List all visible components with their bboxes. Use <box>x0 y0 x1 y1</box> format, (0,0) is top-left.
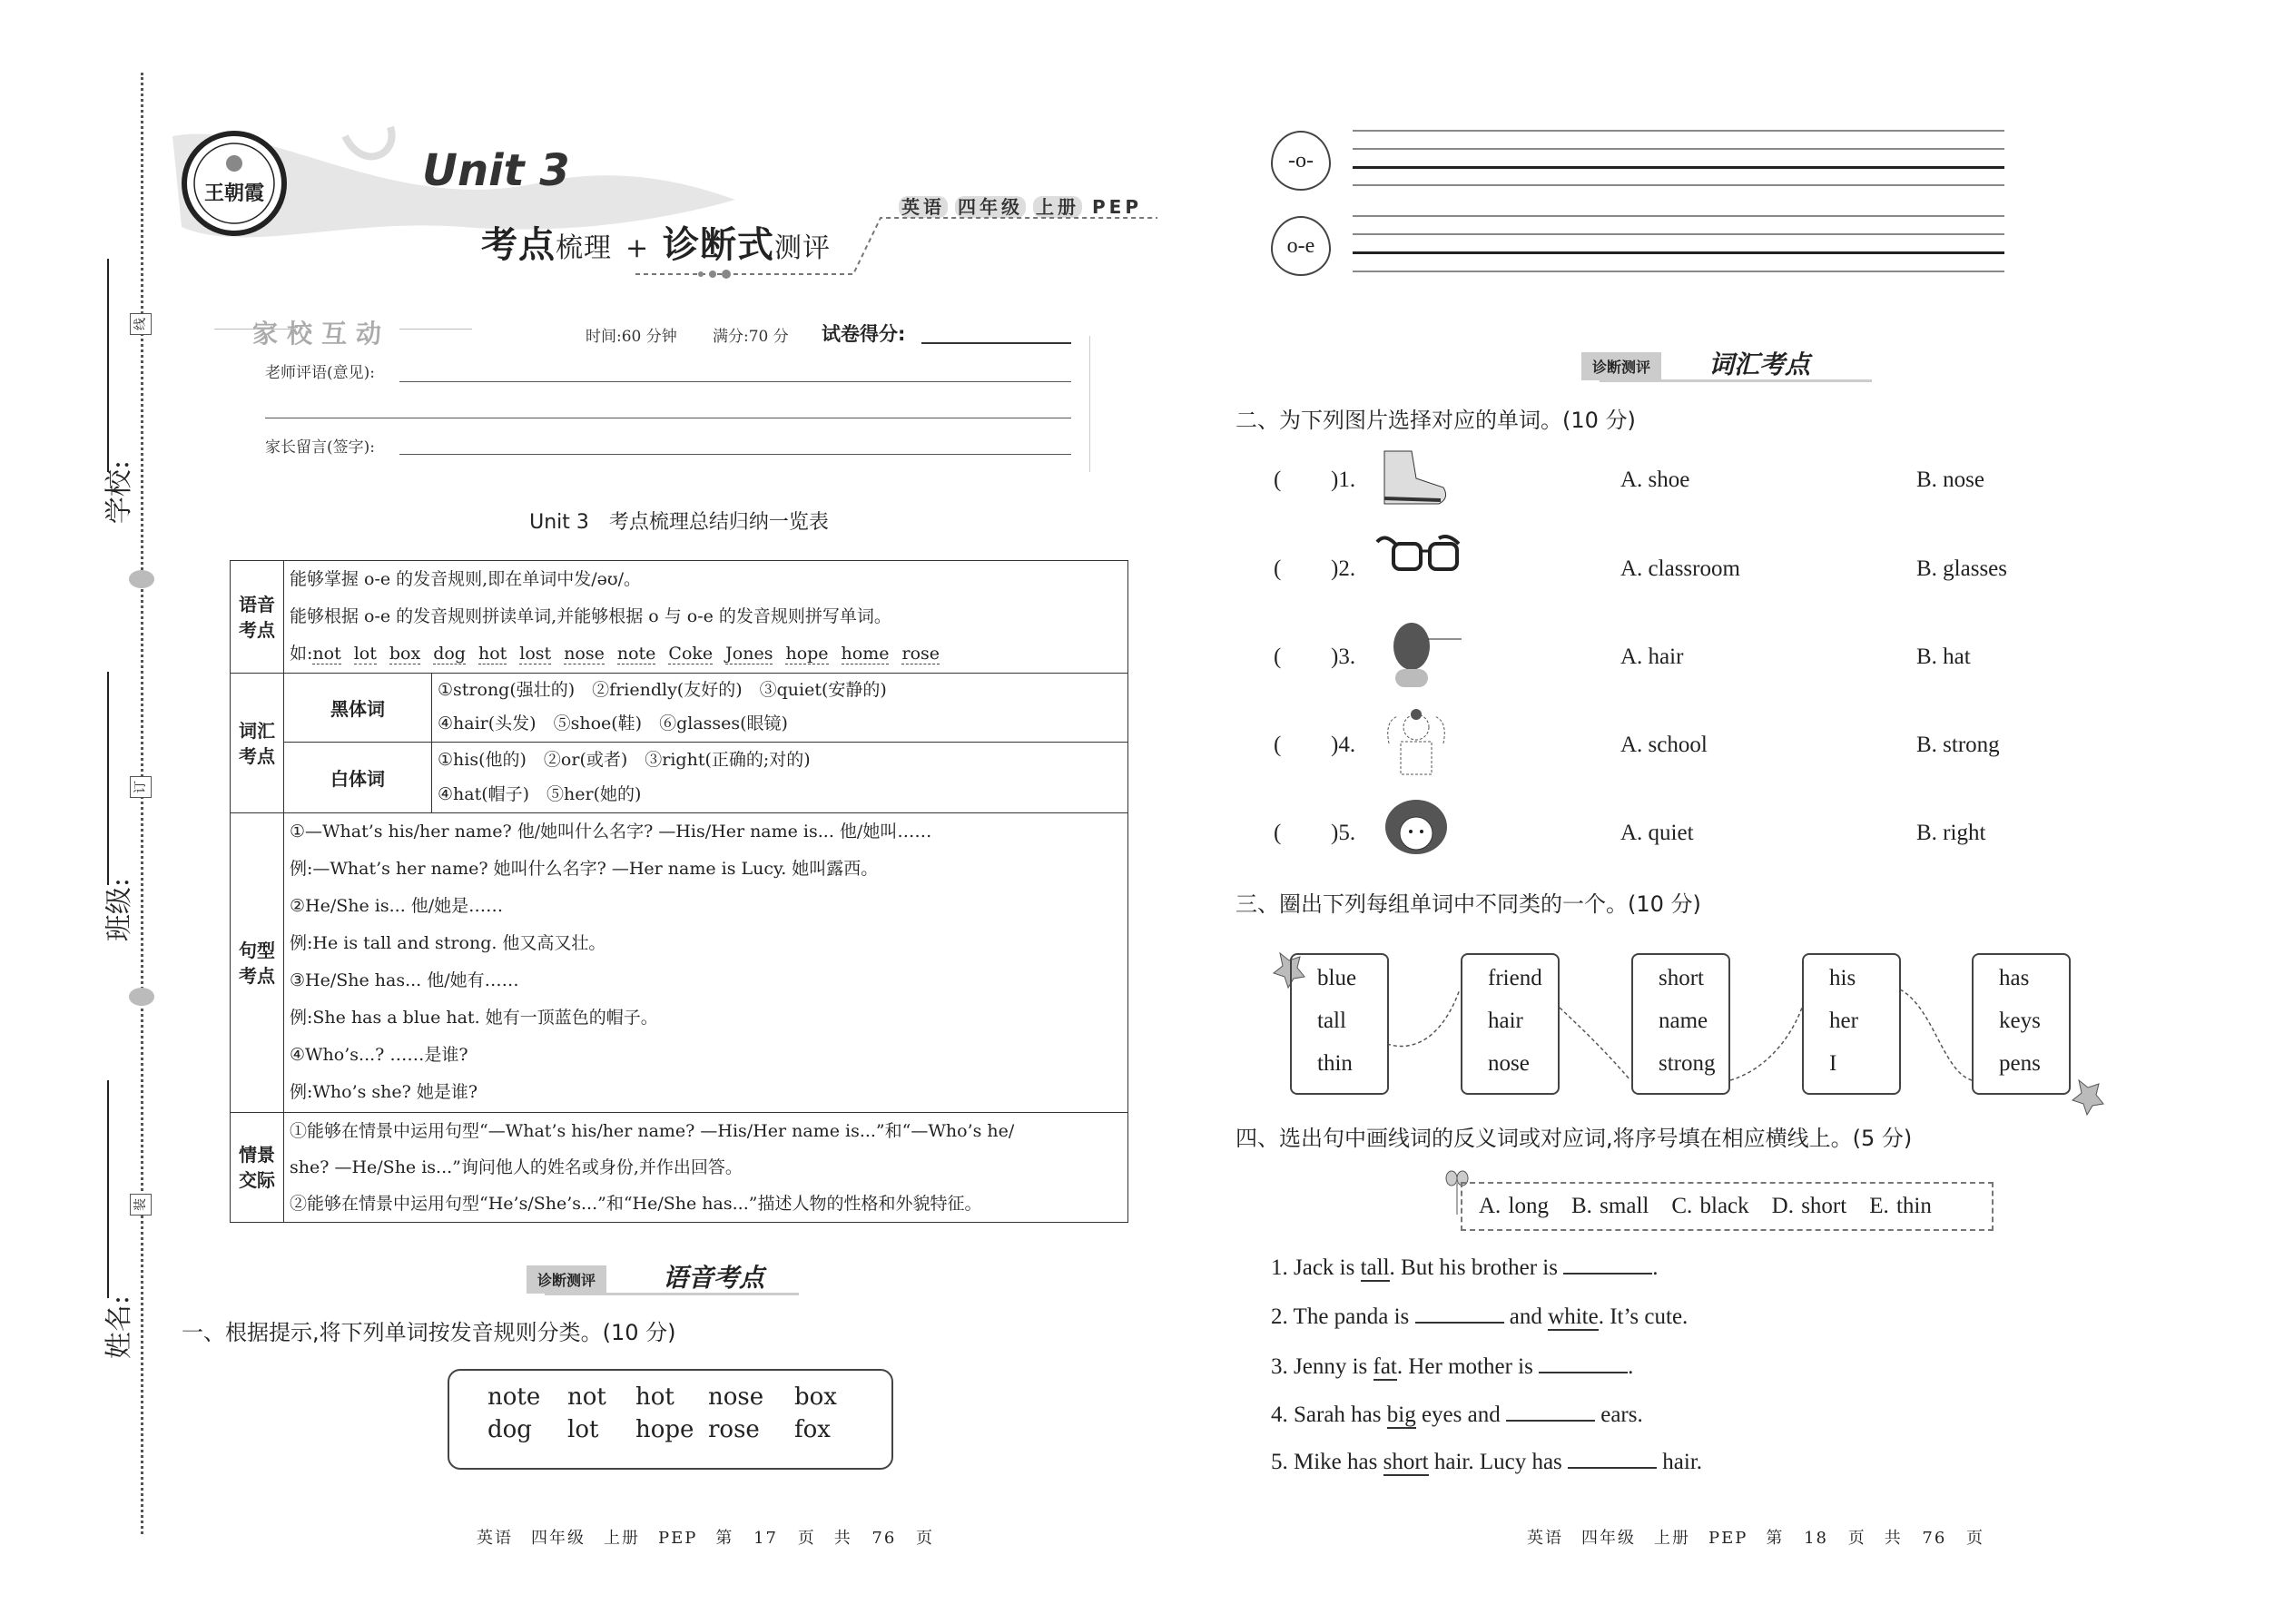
sentence-item <box>1271 1302 1688 1330</box>
brand-logo-icon <box>180 129 289 238</box>
binding-mark: 装 <box>130 1194 152 1216</box>
score-label: 试卷得分: <box>822 323 906 345</box>
summary-title: Unit 3 考点梳理总结归纳一览表 <box>529 511 829 534</box>
school-label: 学校: <box>103 459 135 525</box>
binding-dotted-line <box>141 73 143 1534</box>
question-1-prompt: 一、根据提示,将下列单词按发音规则分类。(10 分) <box>182 1320 676 1345</box>
group-word[interactable]: strong <box>1659 1051 1716 1076</box>
writing-line[interactable] <box>1353 148 2004 150</box>
group-word[interactable]: his <box>1829 966 1856 990</box>
example-word: dog <box>433 644 466 664</box>
writing-line[interactable] <box>1353 271 2004 272</box>
group-word[interactable]: keys <box>1999 1009 2041 1033</box>
word: hot <box>635 1383 674 1411</box>
sentence-text: . But his brother is <box>1389 1255 1564 1280</box>
cell-line: ④hair(头发) ⑤shoe(鞋) ⑥glasses(眼镜) <box>438 714 788 733</box>
word: nose <box>708 1383 764 1411</box>
sub-label: 白体词 <box>284 743 432 813</box>
group-word[interactable]: friend <box>1488 966 1542 990</box>
name-field-line[interactable] <box>107 1080 109 1298</box>
tag-grade: 四年级 <box>955 196 1026 218</box>
example-word: home <box>841 644 890 664</box>
group-word[interactable]: her <box>1829 1009 1858 1033</box>
group-word[interactable]: tall <box>1317 1009 1346 1033</box>
question-2-prompt: 二、为下列图片选择对应的单词。(10 分) <box>1236 408 1636 433</box>
underlined-word: white <box>1548 1304 1599 1329</box>
answer-blank[interactable] <box>1506 1400 1595 1422</box>
option-b[interactable]: B. nose <box>1916 468 1984 492</box>
writing-line[interactable] <box>1353 130 2004 132</box>
cell-line: ④hat(帽子) ⑤her(她的) <box>438 784 642 804</box>
logo-mark-icon <box>129 570 154 588</box>
word: dog <box>487 1416 532 1443</box>
dashed-decoration-icon <box>635 209 1162 281</box>
example-word: rose <box>901 644 940 664</box>
group-word[interactable]: pens <box>1999 1051 2041 1076</box>
word: hope <box>635 1416 694 1443</box>
sentence-text: 3. Jenny is <box>1271 1354 1373 1379</box>
page-footer-right: 英语 四年级 上册 PEP 第 18 页 共 76 页 <box>1527 1529 1985 1548</box>
cell-line: ④Who’s...? ……是谁? <box>290 1045 468 1065</box>
parent-note-label: 家长留言(签字): <box>265 438 375 457</box>
underlined-word: big <box>1386 1403 1416 1427</box>
writing-line[interactable] <box>1353 184 2004 186</box>
title-part: 梳理 <box>556 232 612 264</box>
sentence-text: . <box>1628 1354 1634 1379</box>
item-number: )4. <box>1331 733 1356 757</box>
group-word[interactable]: short <box>1659 966 1704 990</box>
group-word[interactable]: nose <box>1488 1051 1530 1076</box>
word: lot <box>567 1416 599 1443</box>
cell-line: ②He/She is... 他/她是…… <box>290 896 504 916</box>
cell-line: 例:He is tall and strong. 他又高又壮。 <box>290 933 606 953</box>
example-words <box>290 635 1122 673</box>
tag-volume: 上册 <box>1033 196 1082 218</box>
answer-paren[interactable]: ( <box>1274 821 1282 845</box>
word: not <box>567 1383 606 1411</box>
answer-blank[interactable] <box>1568 1447 1657 1469</box>
example-word: Coke <box>668 644 714 664</box>
underlined-word: tall <box>1360 1255 1390 1280</box>
answer-blank[interactable] <box>1539 1352 1628 1373</box>
class-label: 班级: <box>103 877 135 942</box>
example-word: box <box>389 644 421 664</box>
word-group-box <box>1290 953 1389 1095</box>
group-word[interactable]: I <box>1829 1051 1837 1076</box>
cell-line: ①能够在情景中运用句型“—What’s his/her name? —His/Her name is...”和“—Who’s he/ <box>290 1121 1015 1141</box>
cell-line: ①—What’s his/her name? 他/她叫什么名字? —His/Her name is... 他/她叫…… <box>290 822 932 842</box>
sentence-text: ears. <box>1594 1403 1643 1427</box>
title-part: 考点 <box>481 223 556 266</box>
row-label: 句型考点 <box>231 813 284 1113</box>
table-row <box>231 743 1128 813</box>
cell-line: ①strong(强壮的) ②friendly(友好的) ③quiet(安静的) <box>438 680 887 700</box>
options-box <box>1461 1182 1994 1231</box>
example-word: note <box>616 644 656 664</box>
sentence-text: . <box>1652 1255 1659 1280</box>
answer-paren[interactable]: ( <box>1274 645 1282 669</box>
row-label: 词汇考点 <box>231 674 284 813</box>
example-word: hope <box>785 644 829 664</box>
word: fox <box>794 1416 831 1443</box>
quiet-girl-picture-icon <box>1375 795 1466 868</box>
sentence-item <box>1271 1253 1658 1281</box>
unit-title: Unit 3 <box>422 145 570 196</box>
name-label: 姓名: <box>103 1294 135 1360</box>
teacher-comment-label: 老师评语(意见): <box>265 364 375 382</box>
sentence-text: . Her mother is <box>1396 1354 1540 1379</box>
writing-line[interactable] <box>1353 215 2004 217</box>
hair-picture-icon <box>1375 619 1466 692</box>
item-number: )2. <box>1331 556 1356 581</box>
logo-text: 王朝霞 <box>203 182 265 205</box>
title-part: 测评 <box>774 232 832 264</box>
sentence-text: 2. The panda is <box>1271 1304 1415 1329</box>
answer-paren[interactable]: ( <box>1274 556 1282 581</box>
writing-line[interactable] <box>1353 251 2004 254</box>
sentence-text: and <box>1503 1304 1549 1329</box>
word-group-box <box>1461 953 1560 1095</box>
sentence-text: 5. Mike has <box>1271 1450 1383 1474</box>
option-a[interactable]: A. school <box>1620 733 1708 757</box>
word: rose <box>708 1416 760 1443</box>
option-a[interactable]: A. hair <box>1620 645 1684 669</box>
cell-line: 例:She has a blue hat. 她有一顶蓝色的帽子。 <box>290 1008 658 1028</box>
group-word[interactable]: blue <box>1317 966 1357 990</box>
example-word: hot <box>478 644 507 664</box>
sentence-item <box>1271 1400 1643 1428</box>
writing-line[interactable] <box>1353 233 2004 235</box>
binding-mark: 订 <box>130 776 152 798</box>
tag-edition: PEP <box>1092 196 1142 218</box>
school-field-line[interactable] <box>107 259 109 472</box>
example-word: Jones <box>725 644 773 664</box>
item-number: )5. <box>1331 821 1356 845</box>
question-3-prompt: 三、圈出下列每组单词中不同类的一个。(10 分) <box>1236 891 1701 917</box>
section-tab: 诊断测评 <box>527 1265 606 1294</box>
section-tab: 诊断测评 <box>1581 352 1661 380</box>
answer-paren[interactable]: ( <box>1274 468 1282 492</box>
group-word[interactable]: hair <box>1488 1009 1523 1033</box>
question-4-prompt: 四、选出句中画线词的反义词或对应词,将序号填在相应横线上。(5 分) <box>1236 1126 1913 1151</box>
table-row <box>231 674 1128 743</box>
example-word: lot <box>353 644 377 664</box>
option-a[interactable]: A. classroom <box>1620 556 1740 581</box>
example-word: lost <box>519 644 552 664</box>
sentence-text: hair. Lucy has <box>1428 1450 1569 1474</box>
answer-paren[interactable]: ( <box>1274 733 1282 757</box>
arrow-icon <box>1600 379 1872 382</box>
example-word: not <box>312 644 341 664</box>
sentence-text: hair. <box>1657 1450 1703 1474</box>
home-school-label: 家校互动 <box>252 319 391 349</box>
writing-line[interactable] <box>1353 166 2004 169</box>
option-b[interactable]: B. strong <box>1916 733 2000 757</box>
score-field[interactable] <box>921 342 1071 344</box>
page-footer-left: 英语 四年级 上册 PEP 第 17 页 共 76 页 <box>477 1529 935 1548</box>
title-part: 诊断式 <box>663 223 775 266</box>
class-field-line[interactable] <box>107 672 109 885</box>
word-group-box <box>1972 953 2071 1095</box>
title-plus: + <box>625 232 650 264</box>
word: note <box>487 1383 541 1411</box>
option-b[interactable]: B. glasses <box>1916 556 2007 581</box>
shoe-picture-icon <box>1375 442 1466 515</box>
sentence-text: eyes and <box>1415 1403 1506 1427</box>
time-limit: 时间:60 分钟 <box>586 328 677 346</box>
option-a[interactable]: A. shoe <box>1620 468 1690 492</box>
option-b[interactable]: B. hat <box>1916 645 1971 669</box>
row-label: 情景交际 <box>231 1113 284 1223</box>
glasses-picture-icon <box>1375 531 1466 604</box>
sentence-text: 1. Jack is <box>1271 1255 1361 1280</box>
table-row <box>231 813 1128 1113</box>
section-title: 语音考点 <box>663 1263 765 1293</box>
item-number: )1. <box>1331 468 1356 492</box>
cell-line: ③He/She has... 他/她有…… <box>290 970 519 990</box>
cell-line: she? —He/She is...”询问他人的姓名或身份,并作出回答。 <box>290 1157 743 1177</box>
parent-note-field[interactable] <box>399 454 1071 455</box>
word-group-box <box>1631 953 1730 1095</box>
cell-line: ②能够在情景中运用句型“He’s/She’s...”和“He/She has...”描述人物的性格和外貌特征。 <box>290 1194 982 1214</box>
option-a[interactable]: A. quiet <box>1620 821 1694 845</box>
cell-line: 能够掌握 o-e 的发音规则,即在单词中发/əʊ/。 <box>290 569 642 589</box>
example-word: nose <box>564 644 605 664</box>
sentence-text: 4. Sarah has <box>1271 1403 1387 1427</box>
teacher-comment-field[interactable] <box>399 381 1071 382</box>
sentence-text: . It’s cute. <box>1598 1304 1689 1329</box>
logo-mark-icon <box>129 988 154 1006</box>
arrow-icon <box>545 1293 799 1295</box>
sub-label: 黑体词 <box>284 674 432 743</box>
full-score: 满分:70 分 <box>713 328 789 346</box>
section-title: 词汇考点 <box>1708 349 1811 379</box>
section-header-vocab <box>1581 345 1863 381</box>
group-word[interactable]: has <box>1999 966 2030 990</box>
word-group-box <box>1802 953 1901 1095</box>
word-box <box>448 1369 893 1470</box>
table-row <box>231 1113 1128 1223</box>
cell-line: ①his(他的) ②or(或者) ③right(正确的;对的) <box>438 750 811 770</box>
word: box <box>794 1383 837 1411</box>
sentence-item <box>1271 1447 1702 1475</box>
cell-line: 能够根据 o-e 的发音规则拼读单词,并能够根据 o 与 o-e 的发音规则拼写单词。 <box>290 606 891 626</box>
section-header-phonics <box>527 1258 808 1294</box>
cell-line: 例:Who’s she? 她是谁? <box>290 1082 478 1102</box>
tag-subject: 英语 <box>899 196 948 218</box>
group-word[interactable]: thin <box>1317 1051 1353 1076</box>
example-prefix: 如: <box>290 644 313 664</box>
answer-blank[interactable] <box>1563 1253 1652 1275</box>
underlined-word: fat <box>1373 1354 1397 1379</box>
strong-picture-icon <box>1375 707 1466 780</box>
cell-line: 例:—What’s her name? 她叫什么名字? —Her name is Lucy. 她叫露西。 <box>290 859 879 879</box>
table-row <box>231 561 1128 674</box>
row-label: 语音考点 <box>231 561 284 674</box>
group-word[interactable]: name <box>1659 1009 1708 1033</box>
summary-table <box>230 560 1128 1223</box>
group-label-o-e: o-e <box>1271 216 1331 276</box>
underlined-word: short <box>1383 1450 1429 1474</box>
binding-mark: 线 <box>130 313 152 335</box>
options-text: A. long B. small C. black D. short E. thin <box>1479 1194 1932 1218</box>
sentence-item <box>1271 1352 1633 1380</box>
option-b[interactable]: B. right <box>1916 821 1986 845</box>
group-label-short-o: -o- <box>1271 131 1331 191</box>
answer-blank[interactable] <box>1415 1302 1504 1324</box>
item-number: )3. <box>1331 645 1356 669</box>
